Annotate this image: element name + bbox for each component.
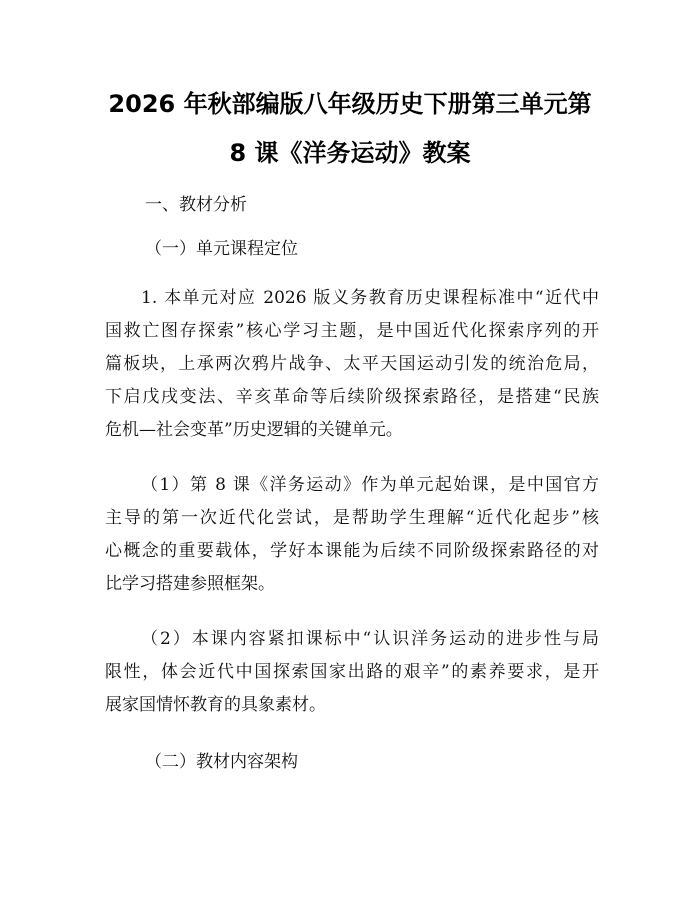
- paragraph-line: 国救亡图存探索”核心学习主题，是中国近代化探索序列的开: [105, 321, 599, 341]
- paragraph-line: 限性，体会近代中国探索国家出路的艰辛”的素养要求，是开: [105, 662, 599, 682]
- paragraph-line: 比学习搭建参照框架。: [105, 574, 275, 594]
- subsection-heading-unit-positioning: （一）单元课程定位: [145, 239, 298, 259]
- document-title-line-1: 2026 年秋部编版八年级历史下册第三单元第: [108, 90, 592, 118]
- paragraph-line: 心概念的重要载体，学好本课能为后续不同阶级探索路径的对: [105, 541, 599, 561]
- paragraph-lesson-8-role: [105, 469, 599, 601]
- paragraph-unit-overview: [105, 282, 599, 447]
- paragraph-line: 篇板块，上承两次鸦片战争、太平天国运动引发的统治危局，: [105, 354, 599, 374]
- paragraph-line: （2）本课内容紧扣课标中“认识洋务运动的进步性与局: [141, 629, 599, 649]
- document-title-line-2: 8 课《洋务运动》教案: [229, 139, 471, 167]
- paragraph-curriculum-requirements: [105, 623, 599, 722]
- paragraph-line: 下启戊戌变法、辛亥革命等后续阶级探索路径，是搭建“民族: [105, 387, 599, 407]
- paragraph-line: 危机—社会变革”历史逻辑的关键单元。: [105, 420, 403, 440]
- paragraph-line: 主导的第一次近代化尝试，是帮助学生理解“近代化起步”核: [105, 508, 599, 528]
- section-heading-textbook-analysis: 一、教材分析: [145, 195, 247, 215]
- paragraph-line: （1）第 8 课《洋务运动》作为单元起始课，是中国官方: [141, 475, 599, 495]
- paragraph-line: 1. 本单元对应 2026 版义务教育历史课程标准中“近代中: [141, 288, 599, 308]
- paragraph-line: 展家国情怀教育的具象素材。: [105, 695, 326, 715]
- subsection-heading-content-structure: （二）教材内容架构: [145, 752, 298, 772]
